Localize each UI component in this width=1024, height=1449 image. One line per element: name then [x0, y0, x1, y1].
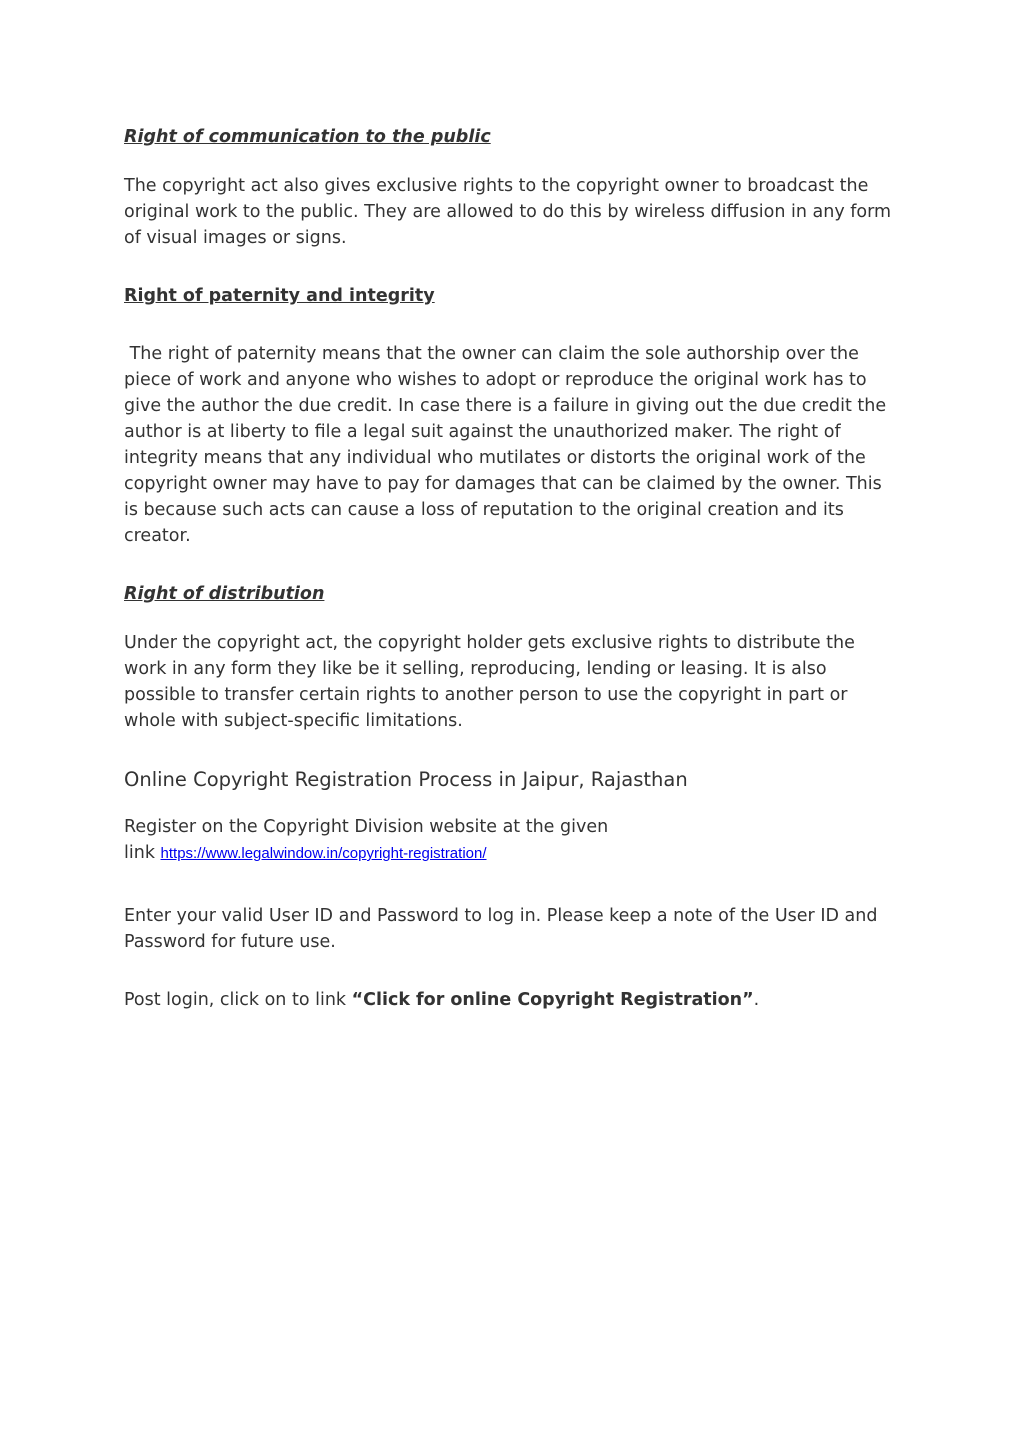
- document-page: [124, 124, 899, 1013]
- paragraph-paternity-integrity: The right of paternity means that the owner can claim the sole authorship over the piece of work and anyone who wishes to adopt or reproduce the original work has to give the author the due credit. In case there is a failure in giving out the due credit the author is at liberty to file a legal suit against the unauthorized maker. The right of integrity means that any individual who mutilates or distorts the original work of the copyright owner may have to pay for damages that can be claimed by the owner. This is because such acts can cause a loss of reputation to the original creation and its creator.: [124, 344, 892, 546]
- heading-paternity-integrity: Right of paternity and integrity: [124, 286, 435, 306]
- heading-communication: Right of communication to the public: [124, 127, 491, 147]
- registration-title: Online Copyright Registration Process in Jaipur, Rajasthan: [124, 768, 688, 791]
- step-3-bold-link-text: “Click for online Copyright Registration”: [351, 990, 754, 1010]
- step-3-suffix: .: [753, 990, 760, 1010]
- step-1-text: Register on the Copyright Division website at the given link: [124, 817, 609, 863]
- paragraph-communication: The copyright act also gives exclusive rights to the copyright owner to broadcast the original work to the public. They are allowed to do this by wireless diffusion in any form of visual images or signs.: [124, 176, 892, 248]
- copyright-registration-link[interactable]: https://www.legalwindow.in/copyright-registration/: [160, 845, 487, 862]
- heading-distribution: Right of distribution: [124, 584, 325, 604]
- paragraph-distribution: Under the copyright act, the copyright holder gets exclusive rights to distribute the work in any form they like be it selling, reproducing, lending or leasing. It is also possible to transfer certain rights to another person to use the copyright in part or whole with subject-specific limitations.: [124, 633, 855, 731]
- registration-step-3: [124, 987, 899, 1013]
- step-3-prefix: Post login, click on to link: [124, 990, 352, 1010]
- registration-step-1: [124, 814, 614, 867]
- registration-step-2: Enter your valid User ID and Password to log in. Please keep a note of the User ID and Password for future use.: [124, 906, 878, 952]
